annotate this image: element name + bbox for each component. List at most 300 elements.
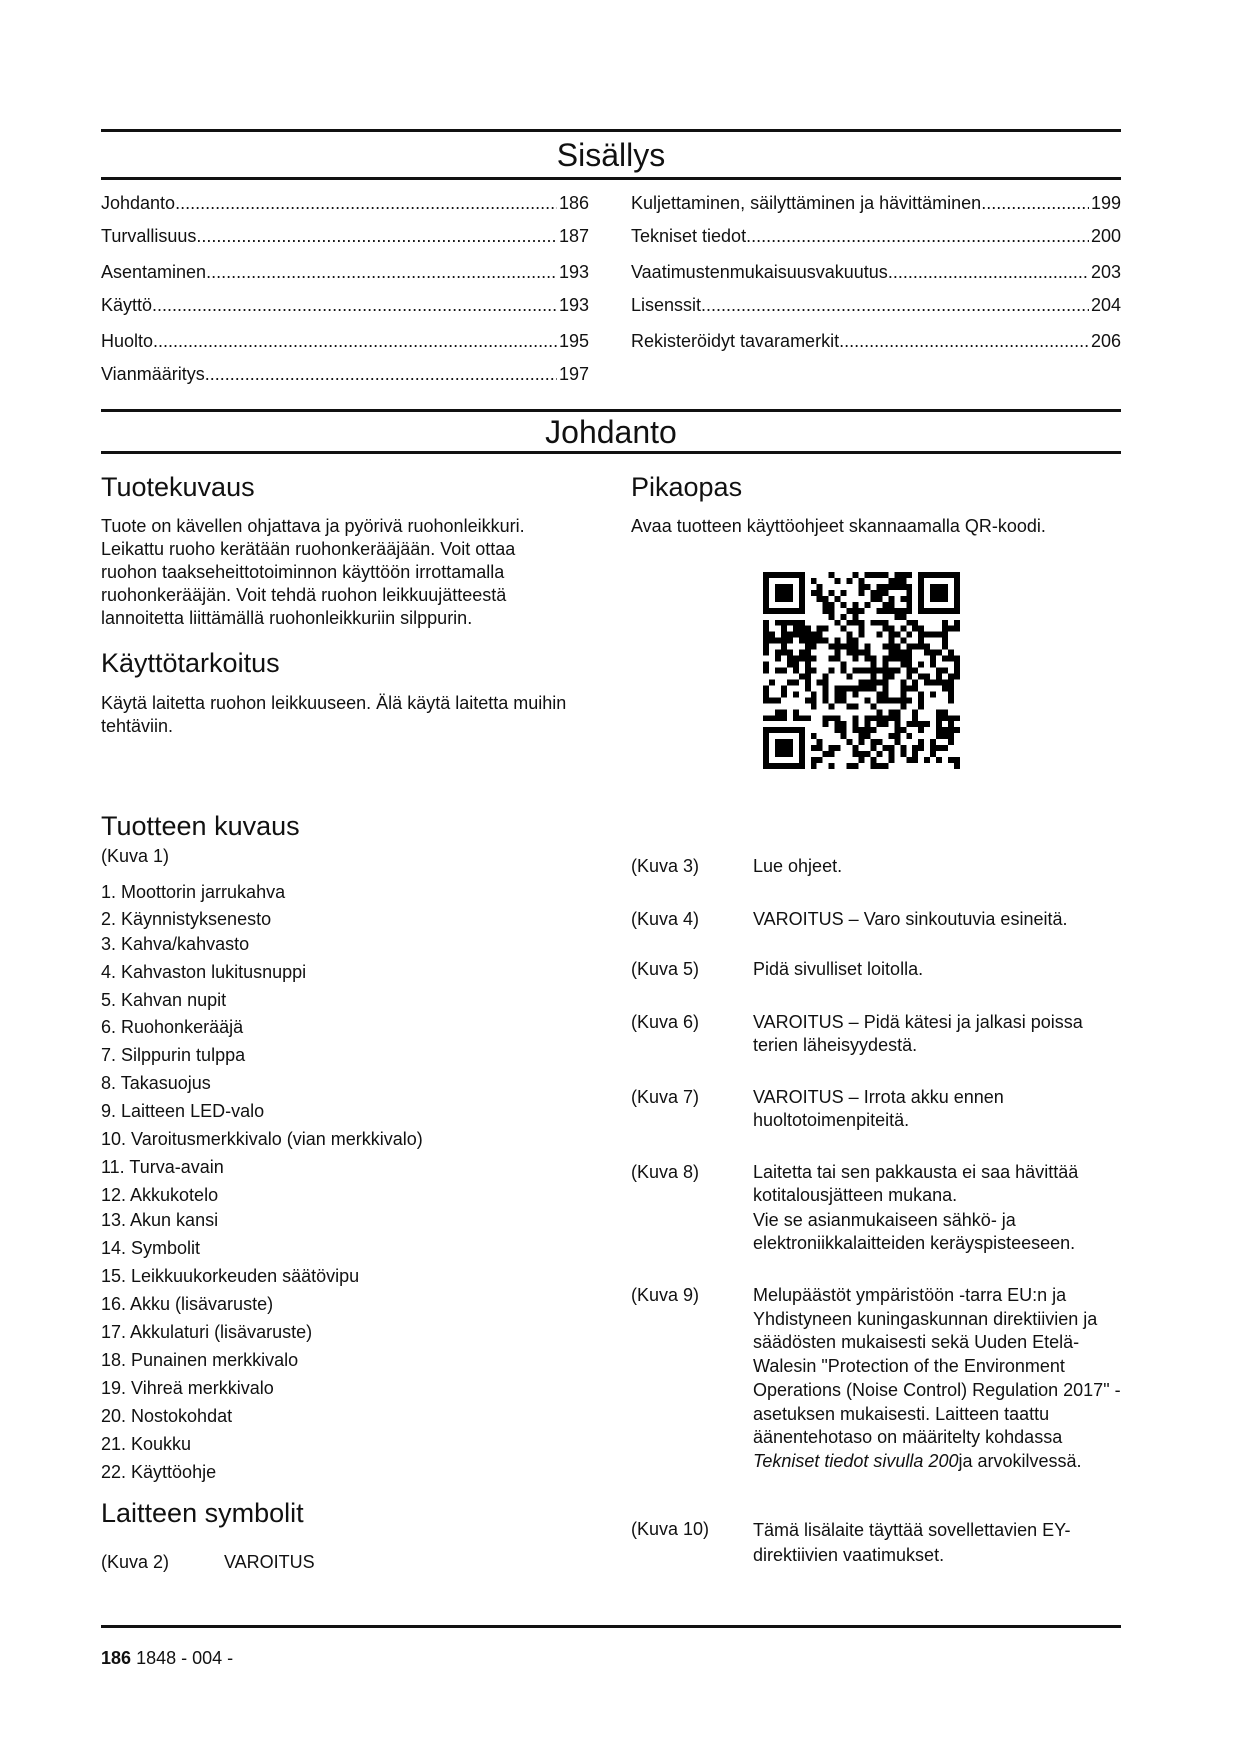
qr-module — [924, 608, 930, 614]
qr-module — [805, 697, 811, 703]
qr-module — [894, 632, 900, 638]
qr-module — [876, 739, 882, 745]
qr-module — [853, 638, 859, 644]
qr-module — [793, 626, 799, 632]
qr-module — [763, 697, 769, 703]
qr-module — [847, 644, 853, 650]
qr-module — [882, 691, 888, 697]
qr-module — [888, 596, 894, 602]
qr-module — [936, 721, 942, 727]
qr-module — [781, 650, 787, 656]
qr-module — [900, 584, 906, 590]
qr-module — [936, 709, 942, 715]
qr-module — [835, 727, 841, 733]
list-item: 7. Silppurin tulppa — [101, 1045, 246, 1065]
qr-module — [763, 590, 769, 596]
toc-entry[interactable] — [631, 294, 1121, 316]
qr-module — [841, 644, 847, 650]
qr-module — [876, 572, 882, 578]
qr-module — [811, 763, 817, 769]
qr-module — [900, 685, 906, 691]
qr-module — [906, 650, 912, 656]
list-item: 4. Kahvaston lukitusnuppi — [101, 962, 307, 982]
qr-module — [847, 763, 853, 769]
qr-module — [942, 626, 948, 632]
qr-module — [769, 763, 775, 769]
qr-module — [936, 668, 942, 674]
qr-module — [948, 757, 954, 763]
qr-module — [876, 763, 882, 769]
toc-entry[interactable] — [101, 330, 589, 352]
qr-module — [888, 650, 894, 656]
qr-module — [918, 596, 924, 602]
toc-entry-label: Turvallisuus — [101, 226, 197, 246]
qr-module — [847, 638, 853, 644]
qr-module — [823, 685, 829, 691]
qr-module — [793, 572, 799, 578]
qr-module — [841, 727, 847, 733]
qr-module — [948, 572, 954, 578]
qr-module — [793, 691, 799, 697]
qr-module — [906, 572, 912, 578]
qr-module — [900, 596, 906, 602]
qr-module — [835, 715, 841, 721]
tech-specs-link[interactable]: Tekniset tiedot sivulla 200 — [753, 1450, 959, 1471]
qr-module — [829, 602, 835, 608]
qr-module — [853, 751, 859, 757]
symbol-text-noise — [753, 1284, 1123, 1474]
qr-module — [835, 596, 841, 602]
toc-entry-label: Rekisteröidyt tavaramerkit — [631, 331, 840, 351]
symbol-text: VAROITUS – Varo sinkoutuvia esineitä. — [753, 909, 1068, 929]
list-item: 3. Kahva/kahvasto — [101, 934, 250, 954]
toc-top-rule — [101, 129, 1121, 132]
qr-module — [894, 650, 900, 656]
qr-module — [763, 751, 769, 757]
qr-module — [876, 751, 882, 757]
qr-module — [924, 679, 930, 685]
toc-entry-page: 195 — [558, 331, 589, 351]
qr-module — [942, 715, 948, 721]
qr-module — [948, 697, 954, 703]
qr-module — [954, 656, 960, 662]
toc-entry-label: Tekniset tiedot — [631, 226, 747, 246]
qr-module — [823, 679, 829, 685]
qr-module — [841, 733, 847, 739]
qr-module — [811, 578, 817, 584]
qr-module — [823, 602, 829, 608]
toc-entry-page: 186 — [558, 193, 589, 213]
qr-module — [936, 590, 942, 596]
qr-module — [781, 751, 787, 757]
qr-module — [864, 650, 870, 656]
qr-module — [948, 721, 954, 727]
qr-module — [882, 626, 888, 632]
qr-module — [853, 644, 859, 650]
qr-module — [829, 703, 835, 709]
qr-module — [918, 697, 924, 703]
qr-module — [954, 590, 960, 596]
qr-module — [864, 656, 870, 662]
qr-module — [924, 572, 930, 578]
qr-module — [900, 679, 906, 685]
qr-module — [859, 727, 865, 733]
qr-module — [859, 757, 865, 763]
qr-module — [906, 673, 912, 679]
qr-module — [924, 673, 930, 679]
qr-module — [787, 608, 793, 614]
qr-module — [853, 608, 859, 614]
intro-title: Johdanto — [545, 414, 677, 450]
qr-module — [763, 620, 769, 626]
qr-module — [876, 620, 882, 626]
qr-module — [876, 668, 882, 674]
symbols-heading: Laitteen symbolit — [101, 1498, 304, 1528]
qr-module — [894, 715, 900, 721]
qr-module — [769, 632, 775, 638]
qr-module — [823, 721, 829, 727]
qr-module — [906, 662, 912, 668]
symbol-text: VAROITUS – Irrota akku ennen huoltotoimenpiteitä. — [753, 1087, 1004, 1130]
toc-entry[interactable] — [101, 363, 589, 385]
qr-module — [864, 644, 870, 650]
qr-module — [859, 578, 865, 584]
qr-module — [859, 608, 865, 614]
qr-module — [918, 602, 924, 608]
product-overview-figure-ref: (Kuva 1) — [101, 846, 170, 866]
qr-module — [882, 620, 888, 626]
qr-module — [930, 584, 936, 590]
toc-entry[interactable] — [101, 261, 589, 283]
qr-module — [918, 608, 924, 614]
qr-module — [882, 763, 888, 769]
qr-module — [882, 721, 888, 727]
qr-module — [775, 697, 781, 703]
qr-module — [817, 584, 823, 590]
qr-module — [906, 620, 912, 626]
qr-module — [763, 685, 769, 691]
qr-module — [876, 697, 882, 703]
quick-guide-heading: Pikaopas — [631, 472, 743, 502]
qr-module — [841, 721, 847, 727]
qr-module — [930, 679, 936, 685]
qr-module — [930, 745, 936, 751]
toc-entry-label: Asentaminen — [101, 262, 207, 282]
footer-rule — [101, 1625, 1121, 1628]
qr-module — [859, 685, 865, 691]
qr-module — [805, 662, 811, 668]
qr-module — [936, 572, 942, 578]
qr-module — [817, 590, 823, 596]
qr-module — [859, 668, 865, 674]
qr-module — [942, 572, 948, 578]
qr-module — [876, 691, 882, 697]
qr-module — [769, 715, 775, 721]
qr-module — [894, 644, 900, 650]
qr-module — [799, 620, 805, 626]
qr-module — [787, 679, 793, 685]
symbol-ref: (Kuva 8) — [631, 1162, 700, 1182]
qr-code[interactable] — [763, 572, 960, 769]
list-item: 18. Punainen merkkivalo — [101, 1350, 299, 1370]
qr-module — [900, 638, 906, 644]
qr-module — [769, 572, 775, 578]
qr-module — [817, 596, 823, 602]
qr-module — [870, 757, 876, 763]
qr-module — [835, 620, 841, 626]
qr-module — [763, 608, 769, 614]
qr-module — [775, 727, 781, 733]
qr-module — [799, 757, 805, 763]
list-item: 11. Turva-avain — [101, 1157, 224, 1177]
qr-module — [811, 590, 817, 596]
qr-module — [876, 596, 882, 602]
qr-module — [799, 733, 805, 739]
qr-module — [829, 614, 835, 620]
qr-module — [805, 644, 811, 650]
qr-module — [954, 572, 960, 578]
list-item: 10. Varoitusmerkkivalo (vian merkkivalo) — [101, 1129, 423, 1149]
qr-module — [936, 584, 942, 590]
symbol-ref: (Kuva 9) — [631, 1285, 700, 1305]
qr-module — [835, 691, 841, 697]
qr-module — [799, 572, 805, 578]
qr-module — [787, 590, 793, 596]
qr-module — [775, 620, 781, 626]
qr-module — [918, 572, 924, 578]
qr-module — [781, 715, 787, 721]
qr-module — [882, 745, 888, 751]
qr-module — [912, 757, 918, 763]
qr-module — [841, 590, 847, 596]
qr-module — [954, 673, 960, 679]
toc-entry-page: 199 — [1090, 193, 1121, 213]
qr-module — [912, 668, 918, 674]
qr-module — [882, 644, 888, 650]
qr-module — [942, 733, 948, 739]
qr-module — [942, 679, 948, 685]
qr-module — [888, 709, 894, 715]
toc-entry[interactable] — [631, 330, 1121, 352]
qr-module — [763, 733, 769, 739]
qr-module — [829, 763, 835, 769]
qr-module — [847, 578, 853, 584]
qr-module — [817, 679, 823, 685]
qr-module — [882, 668, 888, 674]
qr-module — [912, 745, 918, 751]
qr-module — [769, 679, 775, 685]
qr-module — [888, 656, 894, 662]
qr-module — [888, 632, 894, 638]
qr-module — [912, 751, 918, 757]
qr-module — [847, 632, 853, 638]
toc-entry[interactable] — [631, 261, 1121, 283]
qr-module — [924, 650, 930, 656]
qr-module — [936, 608, 942, 614]
qr-module — [841, 614, 847, 620]
footer-doc-id: 1848 - 004 - — [136, 1648, 234, 1668]
qr-module — [870, 745, 876, 751]
qr-module — [787, 727, 793, 733]
list-item: 2. Käynnistyksenesto — [101, 909, 272, 929]
symbol-text: VAROITUS — [224, 1552, 315, 1572]
qr-module — [894, 739, 900, 745]
qr-module — [781, 727, 787, 733]
qr-module — [882, 697, 888, 703]
qr-module — [829, 715, 835, 721]
qr-module — [882, 662, 888, 668]
qr-module — [876, 709, 882, 715]
qr-module — [864, 715, 870, 721]
purpose-text: Käytä laitetta ruohon leikkuuseen. Älä käytä laitetta muihin tehtäviin. — [101, 693, 567, 736]
qr-module — [829, 668, 835, 674]
noise-label-text-after: ja arvokilvessä. — [958, 1450, 1082, 1471]
qr-module — [888, 584, 894, 590]
list-item: 16. Akku (lisävaruste) — [101, 1294, 274, 1314]
qr-module — [805, 679, 811, 685]
symbol-text: Tämä lisälaite täyttää sovellettavien EY-direktiivien vaatimukset. — [753, 1520, 1071, 1565]
qr-module — [882, 608, 888, 614]
qr-module — [954, 608, 960, 614]
qr-module — [781, 763, 787, 769]
qr-module — [853, 763, 859, 769]
qr-module — [775, 745, 781, 751]
qr-module — [787, 656, 793, 662]
qr-module — [888, 644, 894, 650]
qr-module — [769, 697, 775, 703]
qr-module — [817, 757, 823, 763]
list-item: 1. Moottorin jarrukahva — [101, 882, 286, 902]
qr-module — [823, 596, 829, 602]
qr-module — [912, 644, 918, 650]
toc-entry[interactable] — [101, 225, 589, 247]
qr-module — [876, 608, 882, 614]
qr-module — [918, 638, 924, 644]
list-item: 19. Vihreä merkkivalo — [101, 1378, 274, 1398]
qr-module — [918, 703, 924, 709]
qr-module — [829, 751, 835, 757]
qr-module — [954, 578, 960, 584]
qr-module — [763, 632, 769, 638]
qr-module — [775, 638, 781, 644]
qr-module — [799, 673, 805, 679]
symbol-ref: (Kuva 5) — [631, 959, 700, 979]
qr-module — [811, 691, 817, 697]
qr-module — [954, 715, 960, 721]
toc-entry[interactable] — [631, 225, 1121, 247]
qr-module — [894, 608, 900, 614]
qr-module — [799, 739, 805, 745]
qr-module — [918, 590, 924, 596]
footer-page-number: 186 — [101, 1648, 132, 1668]
qr-module — [942, 584, 948, 590]
toc-entry-page: 206 — [1090, 331, 1121, 351]
qr-module — [781, 608, 787, 614]
qr-module — [799, 590, 805, 596]
qr-module — [942, 596, 948, 602]
qr-module — [775, 715, 781, 721]
qr-module — [894, 584, 900, 590]
qr-module — [799, 638, 805, 644]
qr-module — [954, 668, 960, 674]
qr-module — [918, 691, 924, 697]
qr-module — [876, 584, 882, 590]
qr-module — [823, 691, 829, 697]
qr-module — [793, 763, 799, 769]
qr-module — [787, 650, 793, 656]
product-desc-heading: Tuotekuvaus — [101, 472, 255, 502]
qr-module — [763, 668, 769, 674]
qr-module — [793, 656, 799, 662]
toc-entry[interactable] — [101, 192, 589, 214]
qr-module — [930, 739, 936, 745]
qr-module — [781, 739, 787, 745]
qr-module — [936, 679, 942, 685]
qr-module — [847, 620, 853, 626]
toc-entry[interactable] — [631, 192, 1121, 214]
quick-guide-text: Avaa tuotteen käyttöohjeet skannaamalla QR-koodi. — [631, 516, 1046, 536]
qr-module — [859, 590, 865, 596]
qr-module — [859, 679, 865, 685]
qr-module — [853, 572, 859, 578]
qr-module — [930, 596, 936, 602]
qr-module — [847, 608, 853, 614]
qr-module — [805, 715, 811, 721]
toc-entry[interactable] — [101, 294, 589, 316]
qr-module — [900, 751, 906, 757]
qr-module — [882, 602, 888, 608]
qr-module — [799, 656, 805, 662]
qr-module — [942, 727, 948, 733]
qr-module — [781, 668, 787, 674]
qr-module — [781, 626, 787, 632]
qr-module — [853, 656, 859, 662]
qr-module — [864, 584, 870, 590]
qr-module — [888, 697, 894, 703]
qr-module — [918, 745, 924, 751]
list-item: 14. Symbolit — [101, 1238, 201, 1258]
qr-module — [811, 632, 817, 638]
symbol-ref: (Kuva 3) — [631, 856, 700, 876]
qr-module — [900, 614, 906, 620]
qr-module — [954, 626, 960, 632]
qr-module — [793, 727, 799, 733]
qr-module — [853, 614, 859, 620]
qr-module — [942, 620, 948, 626]
qr-module — [864, 685, 870, 691]
qr-module — [799, 584, 805, 590]
qr-module — [853, 745, 859, 751]
qr-module — [775, 668, 781, 674]
qr-module — [853, 691, 859, 697]
qr-module — [906, 668, 912, 674]
qr-module — [841, 602, 847, 608]
qr-module — [775, 608, 781, 614]
qr-module — [811, 638, 817, 644]
qr-module — [829, 745, 835, 751]
qr-module — [799, 578, 805, 584]
qr-module — [817, 626, 823, 632]
qr-module — [930, 691, 936, 697]
qr-module — [859, 739, 865, 745]
symbol-text: Lue ohjeet. — [753, 856, 843, 876]
qr-module — [763, 745, 769, 751]
qr-module — [870, 679, 876, 685]
symbol-text: Pidä sivulliset loitolla. — [753, 959, 924, 979]
qr-module — [948, 608, 954, 614]
qr-module — [870, 656, 876, 662]
toc-entry-label: Vianmääritys — [101, 364, 205, 384]
